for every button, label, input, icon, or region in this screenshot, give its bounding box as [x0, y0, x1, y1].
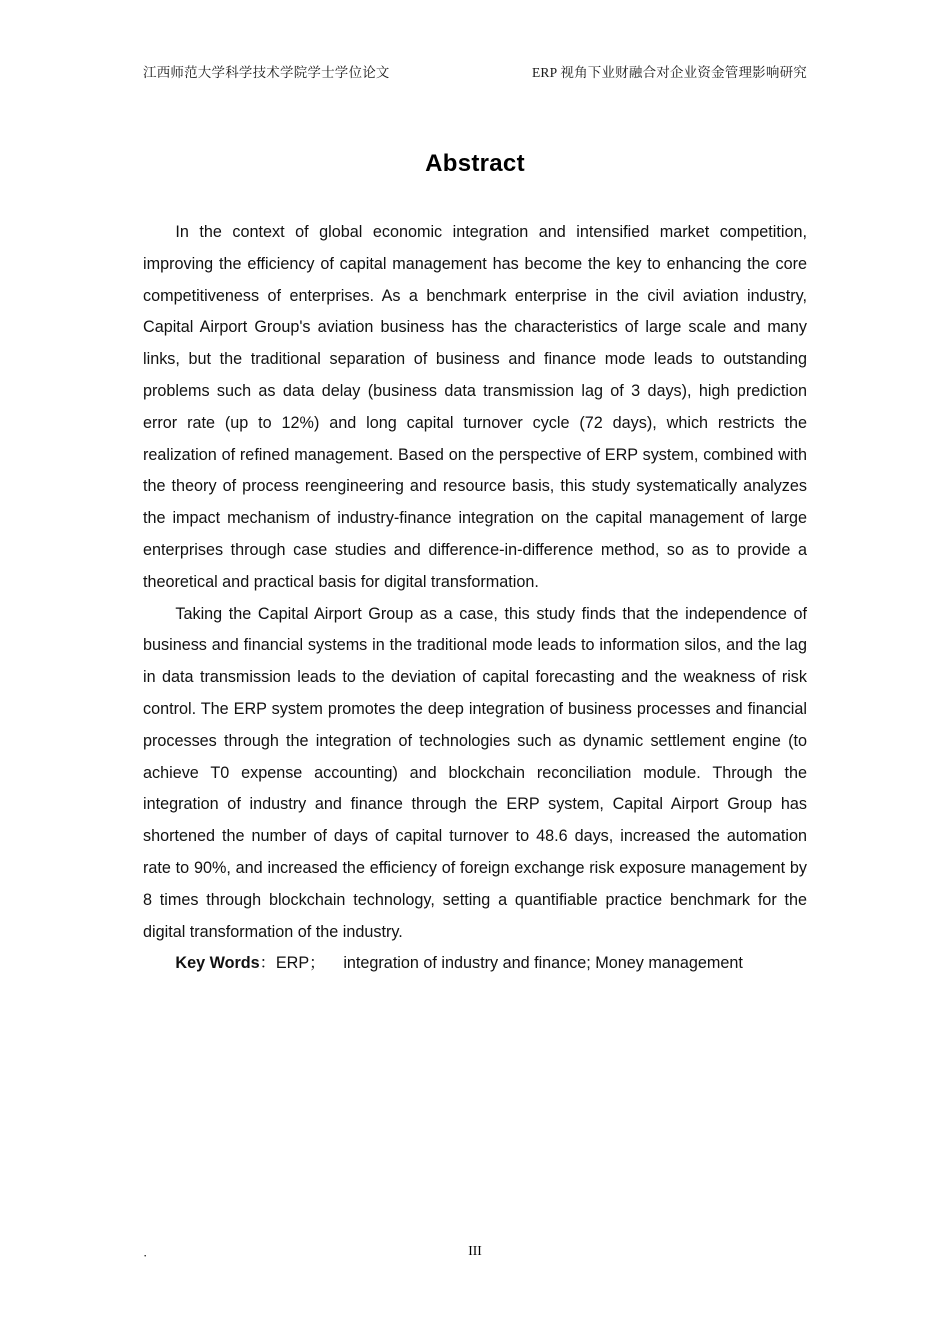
running-header-right: ERP 视角下业财融合对企业资金管理影响研究 [531, 65, 807, 80]
footer-mark: · [143, 1248, 148, 1263]
running-header-left: 江西师范大学科学技术学院学士学位论文 [143, 65, 390, 80]
keywords-line [143, 948, 807, 980]
page-title: Abstract [425, 150, 525, 177]
keywords-first-term: ERP； [275, 954, 326, 973]
keywords-separator: ： [259, 954, 276, 973]
page-footer [0, 1243, 950, 1267]
abstract-paragraph-1: In the context of global economic integration and intensified market competition, improving the efficiency of capital management has become the key to enhancing the core competitiveness of enterprises. As a benchmark enterprise in the civil aviation industry, Capital Airport Group's aviation business has the characteristics of large scale and many links, but the traditional separation of business and finance mode leads to outstanding problems such as data delay (business data transmission lag of 3 days), high prediction error rate (up to 12%) and long capital turnover cycle (72 days), which restricts the realization of refined management. Based on the perspective of ERP system, combined with the theory of process reengineering and resource basis, this study systematically analyzes the impact mechanism of industry-finance integration on the capital management of large enterprises through case studies and difference-in-difference method, so as to provide a theoretical and practical basis for digital transformation. [143, 223, 807, 591]
page-number: III [468, 1243, 482, 1258]
running-header [143, 61, 807, 81]
abstract-body [143, 217, 807, 980]
abstract-paragraph-2: Taking the Capital Airport Group as a case, this study finds that the independence of business and financial systems in the traditional mode leads to information silos, and the lag in data transmission leads to the deviation of capital forecasting and the weakness of risk control. The ERP system promotes the deep integration of business processes and financial processes through the integration of technologies such as dynamic settlement engine (to achieve T0 expense accounting) and blockchain reconciliation module. Through the integration of industry and finance through the ERP system, Capital Airport Group has shortened the number of days of capital turnover to 48.6 days, increased the automation rate to 90%, and increased the efficiency of foreign exchange risk exposure management by 8 times through blockchain technology, setting a quantifiable practice benchmark for the digital transformation of the industry. [143, 604, 807, 941]
keywords-remaining-terms: integration of industry and finance; Money management [325, 954, 743, 973]
keywords-label: Key Words [175, 954, 260, 973]
